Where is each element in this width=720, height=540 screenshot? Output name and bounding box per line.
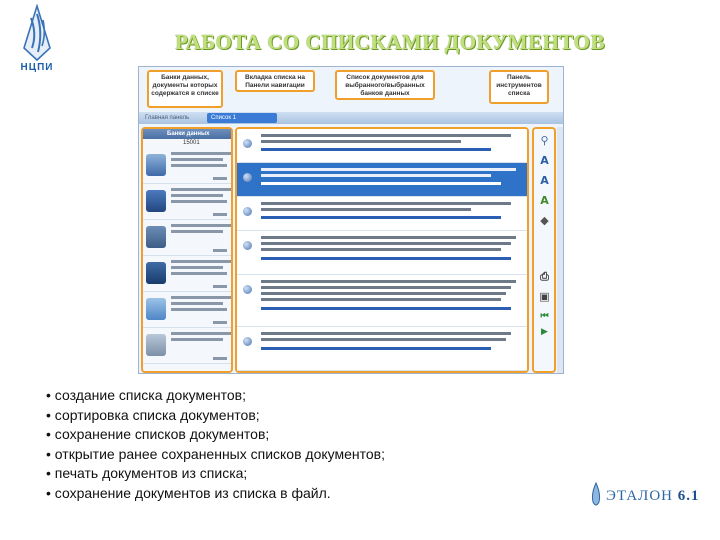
databank-item[interactable]	[143, 292, 231, 328]
feature-item: • сортировка списка документов;	[46, 406, 566, 426]
databank-icon	[146, 334, 166, 356]
feature-item: • сохранение документов из списка в файл.	[46, 484, 566, 504]
nav-main-label[interactable]: Главная панель	[145, 115, 190, 121]
font-increase-icon[interactable]: A	[540, 174, 549, 187]
list-toolbar	[532, 127, 556, 373]
font-decrease-icon[interactable]: A	[540, 194, 549, 207]
doc-bullet-icon	[243, 173, 252, 182]
databank-item[interactable]	[143, 184, 231, 220]
databank-icon	[146, 262, 166, 284]
list-item[interactable]	[237, 275, 527, 327]
slide-title: РАБОТА СО СПИСКАМИ ДОКУМЕНТОВ	[174, 30, 606, 54]
app-screenshot	[138, 66, 564, 374]
list-item[interactable]	[237, 327, 527, 371]
callout-doc-list: Список документов для выбранного/выбранных банков данных	[335, 70, 435, 100]
doc-bullet-icon	[243, 285, 252, 294]
doc-bullet-icon	[243, 207, 252, 216]
feature-item: • открытие ранее сохраненных списков документов;	[46, 445, 566, 465]
document-list	[235, 127, 529, 373]
databank-item[interactable]	[143, 256, 231, 292]
print-icon[interactable]: ⎙	[540, 270, 549, 283]
etalon-version: 6.1	[677, 488, 700, 504]
doc-bullet-icon	[243, 241, 252, 250]
databank-total: 15001	[183, 140, 200, 146]
bookmark-icon[interactable]: ◆	[540, 214, 549, 227]
databank-panel	[141, 127, 233, 373]
databank-icon	[146, 298, 166, 320]
doc-bullet-icon	[243, 337, 252, 346]
etalon-name: ЭТАЛОН	[606, 488, 673, 504]
databank-item[interactable]	[143, 148, 231, 184]
feature-item: • сохранение списков документов;	[46, 425, 566, 445]
list-item[interactable]	[237, 231, 527, 275]
etalon-logo-text	[606, 488, 700, 505]
callout-databanks: Банки данных, документы которых содержатся в списке	[147, 70, 223, 108]
list-item-selected[interactable]	[237, 163, 527, 197]
ncpi-logo	[8, 4, 66, 80]
ncpi-logo-text: НЦПИ	[20, 62, 54, 73]
databank-icon	[146, 154, 166, 176]
ncpi-emblem-icon	[22, 4, 52, 62]
sort-az-icon[interactable]: A	[540, 154, 549, 167]
callout-nav-tab: Вкладка списка на Панели навигации	[235, 70, 315, 92]
binoculars-icon[interactable]: ⚲	[540, 134, 549, 147]
doc-bullet-icon	[243, 139, 252, 148]
etalon-logo	[590, 480, 710, 512]
feature-item: • печать документов из списка;	[46, 464, 566, 484]
databank-icon	[146, 190, 166, 212]
drop-icon	[590, 482, 602, 508]
databank-icon	[146, 226, 166, 248]
callout-toolbar: Панель инструментов списка	[489, 70, 549, 104]
list-item[interactable]	[237, 129, 527, 163]
navigation-bar	[139, 112, 564, 124]
databank-panel-title: Банки данных	[143, 129, 231, 139]
databank-item[interactable]	[143, 220, 231, 256]
first-page-icon[interactable]: ⏮	[540, 311, 549, 321]
save-icon[interactable]: ▣	[539, 290, 550, 303]
databank-item[interactable]	[143, 328, 231, 364]
next-page-icon[interactable]: ▶	[541, 327, 548, 337]
list-item[interactable]	[237, 197, 527, 231]
feature-list	[46, 386, 566, 503]
feature-item: • создание списка документов;	[46, 386, 566, 406]
tab-list[interactable]: Список 1	[207, 113, 277, 123]
scrollbar[interactable]	[557, 127, 563, 373]
